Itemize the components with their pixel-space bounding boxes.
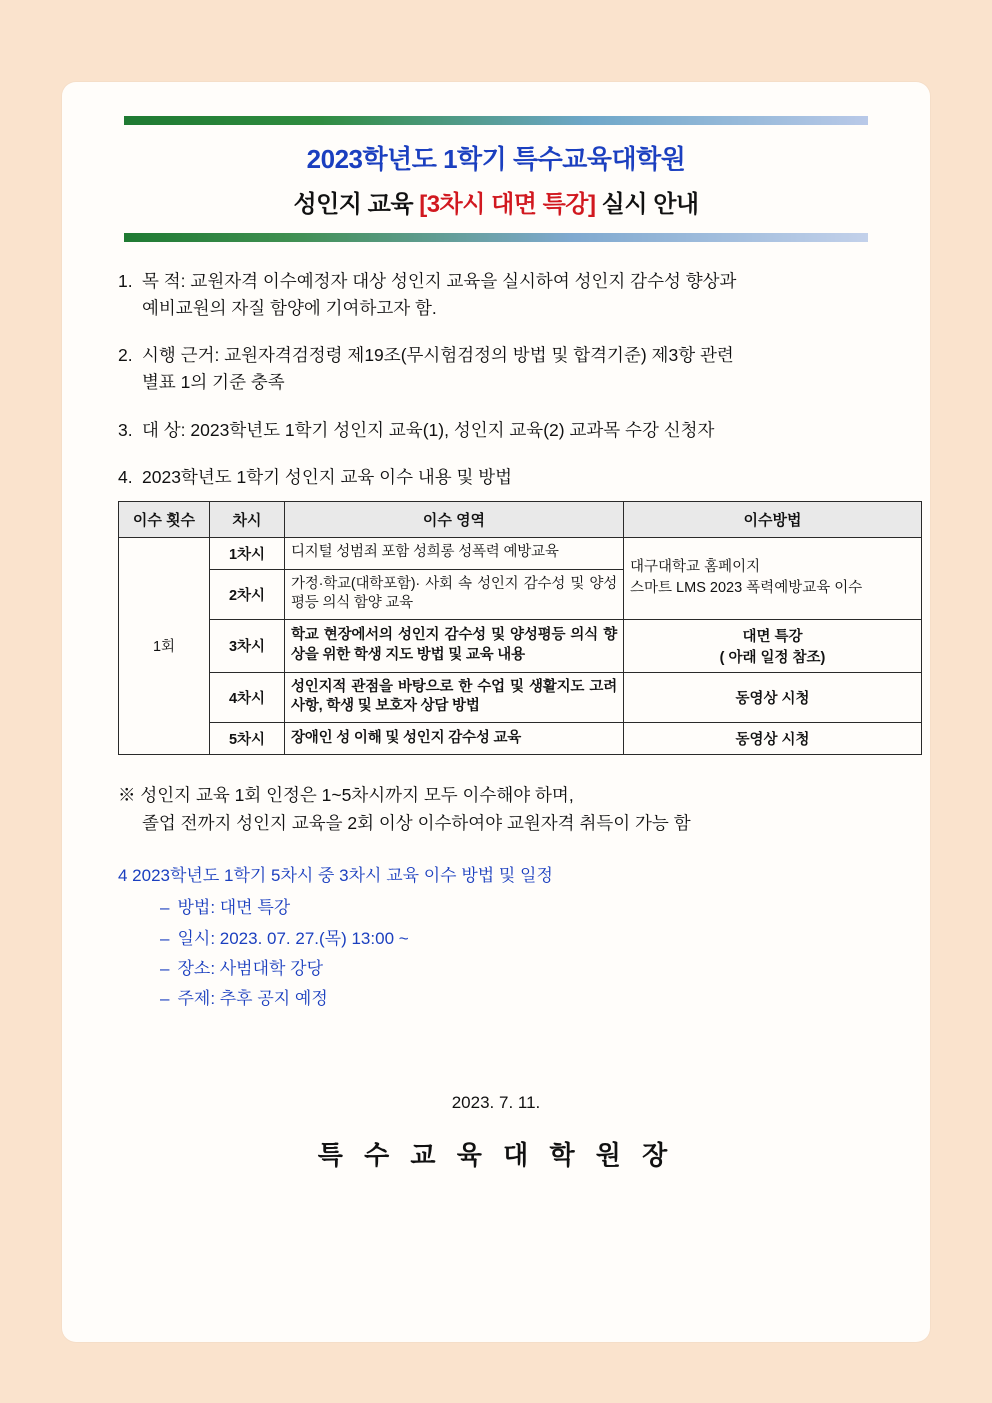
page-subtitle — [124, 182, 868, 233]
item-text: 2023학년도 1학기 성인지 교육 이수 내용 및 방법 — [142, 466, 513, 487]
cell-session: 4차시 — [210, 672, 285, 722]
item-text-line2: 예비교원의 자질 함양에 기여하고자 함. — [142, 298, 437, 319]
list-item — [118, 342, 874, 396]
item-body — [142, 268, 874, 322]
body-items — [118, 268, 874, 491]
column-header-count: 이수 횟수 — [119, 501, 210, 537]
method-online-line2: 스마트 LMS 2023 폭력예방교육 이수 — [630, 580, 863, 597]
document-page — [62, 82, 930, 1342]
list-item — [118, 464, 874, 491]
cell-area: 가정·학교(대학포함)· 사회 속 성인지 감수성 및 양성평등 의식 함양 교육 — [285, 569, 624, 619]
dash-marker: – — [160, 959, 170, 979]
cell-area: 성인지적 관점을 바탕으로 한 수업 및 생활지도 고려사항, 학생 및 보호자 상담 방법 — [285, 672, 624, 722]
list-item — [160, 926, 874, 952]
education-table — [118, 501, 922, 755]
title-bottom-rule — [124, 233, 868, 242]
schedule-item-text: 주제: 추후 공지 예정 — [177, 989, 328, 1009]
schedule-heading: 4 2023학년도 1학기 5차시 중 3차시 교육 이수 방법 및 일정 — [118, 866, 553, 885]
subtitle-highlight: [3차시 대면 특강] — [419, 191, 596, 218]
item-body — [142, 464, 874, 491]
table-row — [119, 537, 922, 569]
item-label: 시행 근거: — [142, 345, 220, 366]
cell-area: 학교 현장에서의 성인지 감수성 및 양성평등 의식 향상을 위한 학생 지도 방법 및 교육 내용 — [285, 619, 624, 672]
schedule-block — [118, 863, 874, 1013]
method-offline-line1: 대면 특강 — [742, 628, 803, 645]
cell-session: 5차시 — [210, 723, 285, 755]
item-text: 교원자격 이수예정자 대상 성인지 교육을 실시하여 성인지 감수성 향상과 — [185, 271, 737, 291]
list-item — [160, 986, 874, 1012]
note-block — [118, 781, 874, 837]
cell-count: 1회 — [119, 537, 210, 754]
cell-session: 1차시 — [210, 537, 285, 569]
method-online-line1: 대구대학교 홈페이지 — [630, 558, 761, 575]
item-number: 4. — [118, 466, 133, 487]
item-text-line2: 별표 1의 기준 충족 — [142, 372, 285, 393]
item-number: 3. — [118, 419, 133, 440]
table-row — [119, 672, 922, 722]
issue-date: 2023. 7. 11. — [451, 1092, 541, 1112]
item-body — [142, 417, 874, 444]
table-row — [119, 619, 922, 672]
note-line1: ※ 성인지 교육 1회 인정은 1~5차시까지 모두 이수해야 하며, — [118, 785, 574, 805]
dash-marker: – — [160, 928, 170, 948]
subtitle-post: 실시 안내 — [595, 191, 699, 218]
item-body — [142, 342, 874, 396]
schedule-item-text: 장소: 사범대학 강당 — [177, 959, 324, 979]
list-item — [118, 417, 874, 444]
note-line2: 졸업 전까지 성인지 교육을 2회 이상 이수하여야 교원자격 취득이 가능 함 — [142, 813, 691, 833]
page-title: 2023학년도 1학기 특수교육대학원 — [306, 144, 686, 174]
cell-session: 2차시 — [210, 569, 285, 619]
column-header-area: 이수 영역 — [285, 501, 624, 537]
table-row — [119, 723, 922, 755]
item-text: 2023학년도 1학기 성인지 교육(1), 성인지 교육(2) 교과목 수강 신청자 — [185, 419, 715, 440]
schedule-list — [118, 895, 874, 1012]
list-item — [160, 895, 874, 921]
title-block — [124, 116, 868, 242]
cell-area: 장애인 성 이해 및 성인지 감수성 교육 — [285, 723, 624, 755]
signer-title: 특 수 교 육 대 학 원 장 — [317, 1139, 675, 1170]
cell-method-video: 동영상 시청 — [624, 672, 922, 722]
dash-marker: – — [160, 989, 170, 1009]
title-top-rule — [124, 116, 868, 125]
dash-marker: – — [160, 898, 170, 918]
cell-area: 디지털 성범죄 포함 성희롱 성폭력 예방교육 — [285, 537, 624, 569]
item-label: 대 상: — [142, 419, 186, 440]
schedule-item-text: 방법: 대면 특강 — [177, 898, 291, 918]
item-text: 교원자격검정령 제19조(무시험검정의 방법 및 합격기준) 제3항 관련 — [219, 345, 734, 366]
list-item — [160, 956, 874, 982]
cell-session: 3차시 — [210, 619, 285, 672]
subtitle-pre: 성인지 교육 — [293, 191, 420, 218]
column-header-method: 이수방법 — [624, 501, 922, 537]
cell-method-video: 동영상 시청 — [624, 723, 922, 755]
column-header-session: 차시 — [210, 501, 285, 537]
cell-method-offline — [624, 619, 922, 672]
schedule-item-text: 일시: 2023. 07. 27.(목) 13:00 ~ — [177, 928, 409, 948]
method-offline-line2: ( 아래 일정 참조) — [719, 649, 826, 666]
table-header-row — [119, 501, 922, 537]
item-number: 2. — [118, 345, 133, 366]
cell-method-online — [624, 537, 922, 619]
list-item — [118, 268, 874, 322]
item-label: 목 적: — [142, 271, 186, 291]
item-number: 1. — [118, 271, 133, 291]
